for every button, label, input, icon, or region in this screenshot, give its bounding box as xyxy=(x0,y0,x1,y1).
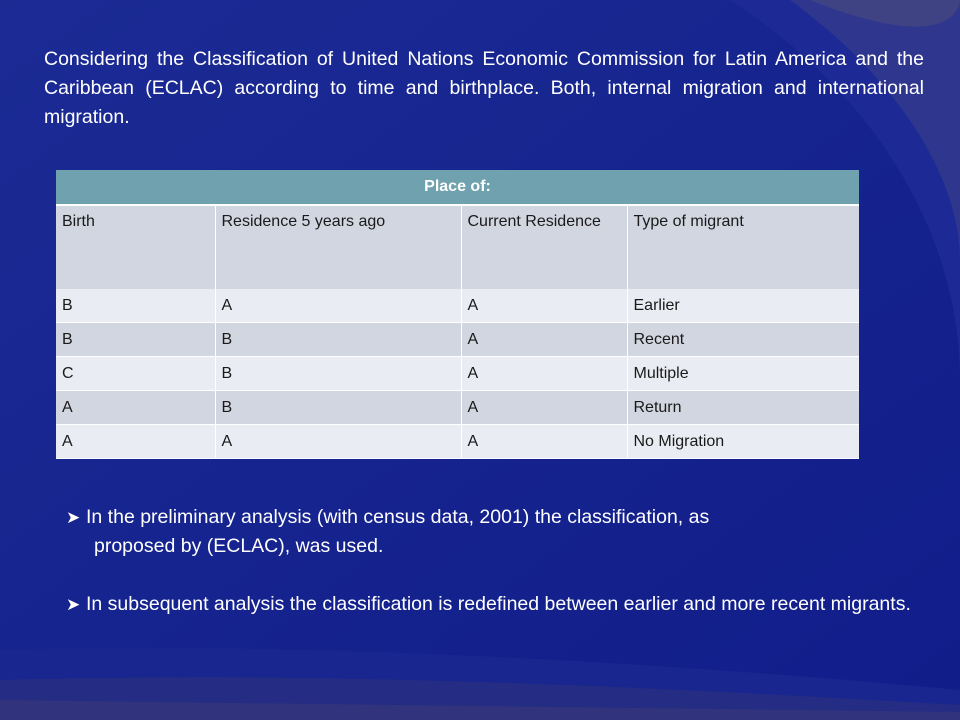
migrant-classification-table xyxy=(56,170,859,459)
table-row xyxy=(56,357,859,391)
table-cell: B xyxy=(215,323,461,357)
table-cell: B xyxy=(215,357,461,391)
table-cell: Earlier xyxy=(627,289,859,323)
bullet-text-continuation: proposed by (ECLAC), was used. xyxy=(94,535,384,557)
table-cell: A xyxy=(461,289,627,323)
column-header-type-of-migrant: Type of migrant xyxy=(627,205,859,289)
table-row xyxy=(56,289,859,323)
table-cell: A xyxy=(461,391,627,425)
table-row xyxy=(56,425,859,459)
intro-paragraph: Considering the Classification of United Nations Economic Commission for Latin America and the Caribbean (ECLAC) according to time and birthplace. Both, internal migration and international migration. xyxy=(44,48,924,128)
arrow-bullet-icon: ➤ xyxy=(66,508,81,527)
bullet-text: In the preliminary analysis (with census data, 2001) the classification, as xyxy=(86,506,710,528)
table-cell: A xyxy=(215,425,461,459)
column-header-residence-5-years-ago: Residence 5 years ago xyxy=(215,205,461,289)
column-header-birth: Birth xyxy=(56,205,215,289)
bullet-item xyxy=(66,590,924,619)
table-group-header-row xyxy=(56,170,859,205)
bullet-item xyxy=(66,503,924,561)
table-column-header-row xyxy=(56,205,859,289)
table-group-header: Place of: xyxy=(56,170,859,205)
column-header-current-residence: Current Residence xyxy=(461,205,627,289)
table-cell: Recent xyxy=(627,323,859,357)
arrow-bullet-icon: ➤ xyxy=(66,595,81,614)
table-cell: A xyxy=(461,357,627,391)
table-cell: Multiple xyxy=(627,357,859,391)
table-cell: Return xyxy=(627,391,859,425)
table-cell: B xyxy=(215,391,461,425)
bullet-list xyxy=(66,503,924,619)
table-cell: A xyxy=(461,323,627,357)
bullet-text: In subsequent analysis the classification is redefined between earlier and more recent migrants. xyxy=(86,593,911,615)
table-cell: B xyxy=(56,289,215,323)
table-cell: A xyxy=(56,391,215,425)
table-cell: A xyxy=(56,425,215,459)
table-cell: A xyxy=(215,289,461,323)
table-cell: B xyxy=(56,323,215,357)
table-cell: A xyxy=(461,425,627,459)
table-cell: No Migration xyxy=(627,425,859,459)
table-row xyxy=(56,323,859,357)
table-cell: C xyxy=(56,357,215,391)
table-row xyxy=(56,391,859,425)
